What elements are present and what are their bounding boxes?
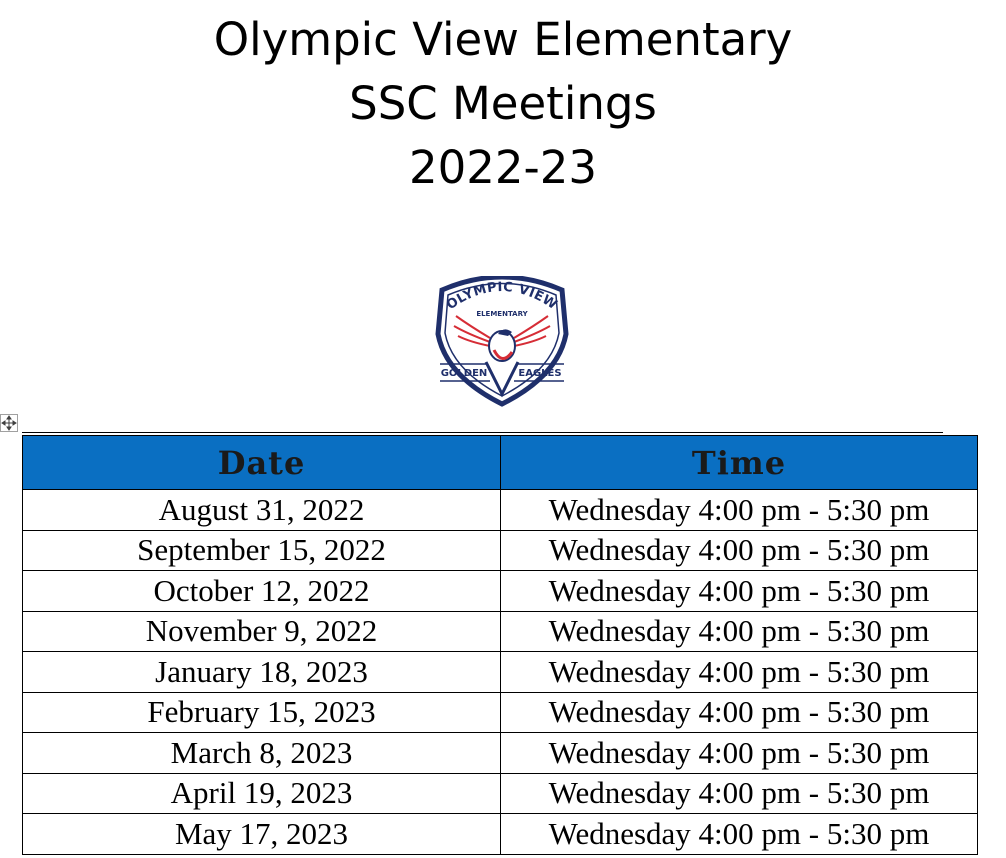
date-cell[interactable]: February 15, 2023 — [23, 692, 501, 733]
date-cell[interactable]: October 12, 2022 — [23, 571, 501, 612]
time-cell[interactable]: Wednesday 4:00 pm - 5:30 pm — [501, 571, 978, 612]
school-year: 2022-23 — [408, 141, 598, 194]
meeting-title: SSC Meetings — [349, 77, 657, 130]
logo-left-text: GOLDEN — [440, 368, 488, 379]
school-logo-icon — [428, 276, 576, 408]
time-cell[interactable]: Wednesday 4:00 pm - 5:30 pm — [501, 773, 978, 814]
logo-right-text: EAGLES — [518, 368, 562, 379]
date-cell[interactable]: August 31, 2022 — [23, 490, 501, 531]
move-icon — [1, 415, 17, 431]
table-row — [23, 571, 978, 612]
logo-arc-text: OLYMPIC VIEW — [444, 279, 560, 314]
time-cell[interactable]: Wednesday 4:00 pm - 5:30 pm — [501, 692, 978, 733]
table-row — [23, 814, 978, 855]
time-cell[interactable]: Wednesday 4:00 pm - 5:30 pm — [501, 652, 978, 693]
table-row — [23, 611, 978, 652]
date-cell[interactable]: March 8, 2023 — [23, 733, 501, 774]
document-title — [0, 8, 1006, 200]
table-row — [23, 490, 978, 531]
time-cell[interactable]: Wednesday 4:00 pm - 5:30 pm — [501, 611, 978, 652]
date-cell[interactable]: April 19, 2023 — [23, 773, 501, 814]
school-name: Olympic View Elementary — [213, 13, 793, 66]
meeting-schedule-table — [22, 435, 978, 855]
date-cell[interactable]: September 15, 2022 — [23, 530, 501, 571]
date-cell[interactable]: May 17, 2023 — [23, 814, 501, 855]
date-cell[interactable]: November 9, 2022 — [23, 611, 501, 652]
time-cell[interactable]: Wednesday 4:00 pm - 5:30 pm — [501, 733, 978, 774]
table-header-row — [23, 436, 978, 490]
table-row — [23, 652, 978, 693]
eagle-logo-svg — [428, 276, 576, 408]
table-row — [23, 733, 978, 774]
column-header-date: Date — [23, 436, 501, 490]
table-top-rule — [22, 432, 943, 433]
table-move-handle-icon[interactable] — [0, 414, 18, 432]
time-cell[interactable]: Wednesday 4:00 pm - 5:30 pm — [501, 490, 978, 531]
logo-sub-text: ELEMENTARY — [476, 310, 528, 318]
time-cell[interactable]: Wednesday 4:00 pm - 5:30 pm — [501, 814, 978, 855]
time-cell[interactable]: Wednesday 4:00 pm - 5:30 pm — [501, 530, 978, 571]
table-row — [23, 773, 978, 814]
eagle-body — [489, 329, 515, 361]
table-row — [23, 530, 978, 571]
table-row — [23, 692, 978, 733]
date-cell[interactable]: January 18, 2023 — [23, 652, 501, 693]
column-header-time: Time — [501, 436, 978, 490]
